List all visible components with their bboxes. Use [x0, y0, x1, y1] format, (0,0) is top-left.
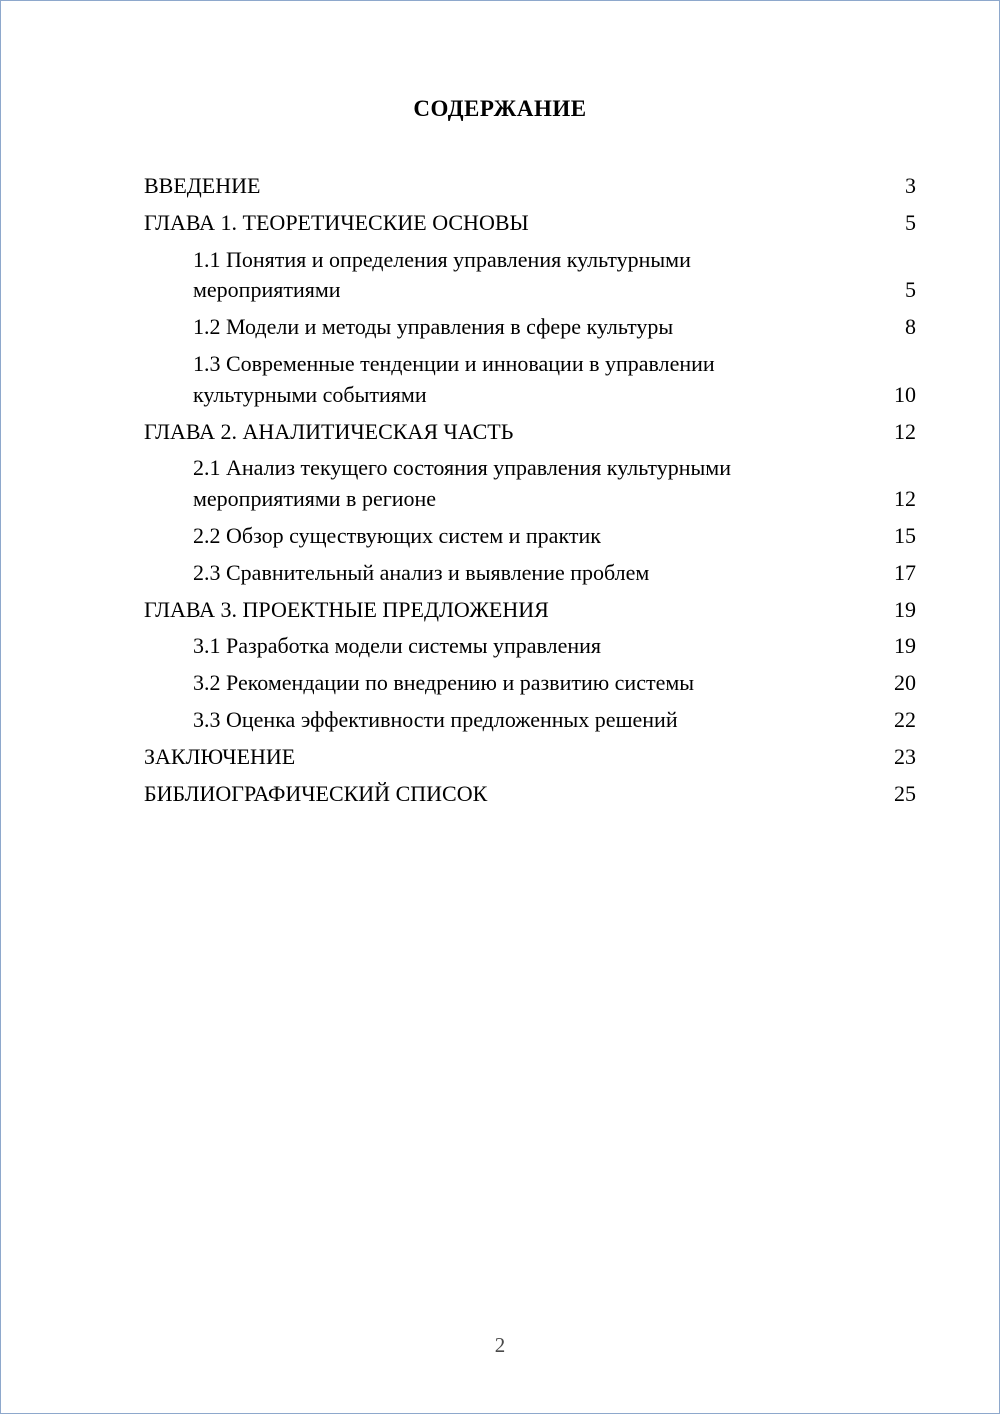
toc-entry [144, 453, 916, 515]
toc-entry-page: 15 [894, 522, 916, 548]
toc-entry-page: 19 [894, 596, 916, 622]
toc-entry-label: ГЛАВА 3. ПРОЕКТНЫЕ ПРЕДЛОЖЕНИЯ [144, 596, 549, 622]
toc-entry [144, 558, 916, 589]
toc-entry-label: 1.3 Современные тенденции и инновации в управлении культурными событиями [193, 350, 715, 407]
toc-entry [144, 521, 916, 552]
toc-entry-page: 12 [894, 418, 916, 444]
toc-entry-page: 5 [905, 277, 916, 303]
toc-entry-page: 22 [894, 706, 916, 732]
toc-entry [144, 742, 916, 773]
toc-entry [144, 245, 916, 307]
page-number: 2 [494, 1333, 506, 1357]
toc-entry-label: 3.2 Рекомендации по внедрению и развитию системы [193, 670, 695, 696]
toc-entry-label: ГЛАВА 2. АНАЛИТИЧЕСКАЯ ЧАСТЬ [144, 418, 514, 444]
toc-entry [144, 208, 916, 239]
toc-entry-page: 20 [894, 670, 916, 696]
table-of-contents [144, 171, 916, 815]
toc-entry-label: 2.2 Обзор существующих систем и практик [193, 522, 601, 548]
toc-entry-label: ВВЕДЕНИЕ [144, 173, 261, 198]
toc-entry-label: ГЛАВА 1. ТЕОРЕТИЧЕСКИЕ ОСНОВЫ [144, 209, 529, 235]
toc-entry-label: 1.1 Понятия и определения управления культурными мероприятиями [193, 246, 691, 303]
toc-entry-page: 19 [894, 633, 916, 659]
toc-entry [144, 417, 916, 448]
toc-entry [144, 779, 916, 810]
toc-entry-label: 3.1 Разработка модели системы управления [193, 633, 602, 659]
toc-entry-label: БИБЛИОГРАФИЧЕСКИЙ СПИСОК [144, 780, 488, 806]
toc-entry-page: 10 [894, 381, 916, 407]
toc-entry-label: 2.1 Анализ текущего состояния управления культурными мероприятиями в регионе [193, 455, 731, 512]
toc-entry [144, 349, 916, 411]
toc-entry-page: 23 [894, 743, 916, 769]
toc-entry-label: 1.2 Модели и методы управления в сфере культуры [193, 314, 674, 340]
toc-entry [144, 705, 916, 736]
toc-entry-label: ЗАКЛЮЧЕНИЕ [144, 743, 296, 769]
toc-entry-page: 8 [905, 314, 916, 340]
toc-entry-page: 5 [905, 209, 916, 235]
page-title: СОДЕРЖАНИЕ [413, 96, 587, 121]
toc-entry-label: 3.3 Оценка эффективности предложенных решений [193, 706, 678, 732]
toc-entry-label: 2.3 Сравнительный анализ и выявление проблем [193, 559, 650, 585]
toc-entry [144, 668, 916, 699]
toc-entry [144, 631, 916, 662]
toc-entry [144, 595, 916, 626]
toc-entry [144, 171, 916, 202]
toc-entry-page: 25 [894, 780, 916, 806]
toc-entry-page: 3 [905, 173, 916, 198]
toc-entry [144, 312, 916, 343]
toc-entry-page: 17 [894, 559, 916, 585]
toc-entry-page: 12 [894, 486, 916, 512]
